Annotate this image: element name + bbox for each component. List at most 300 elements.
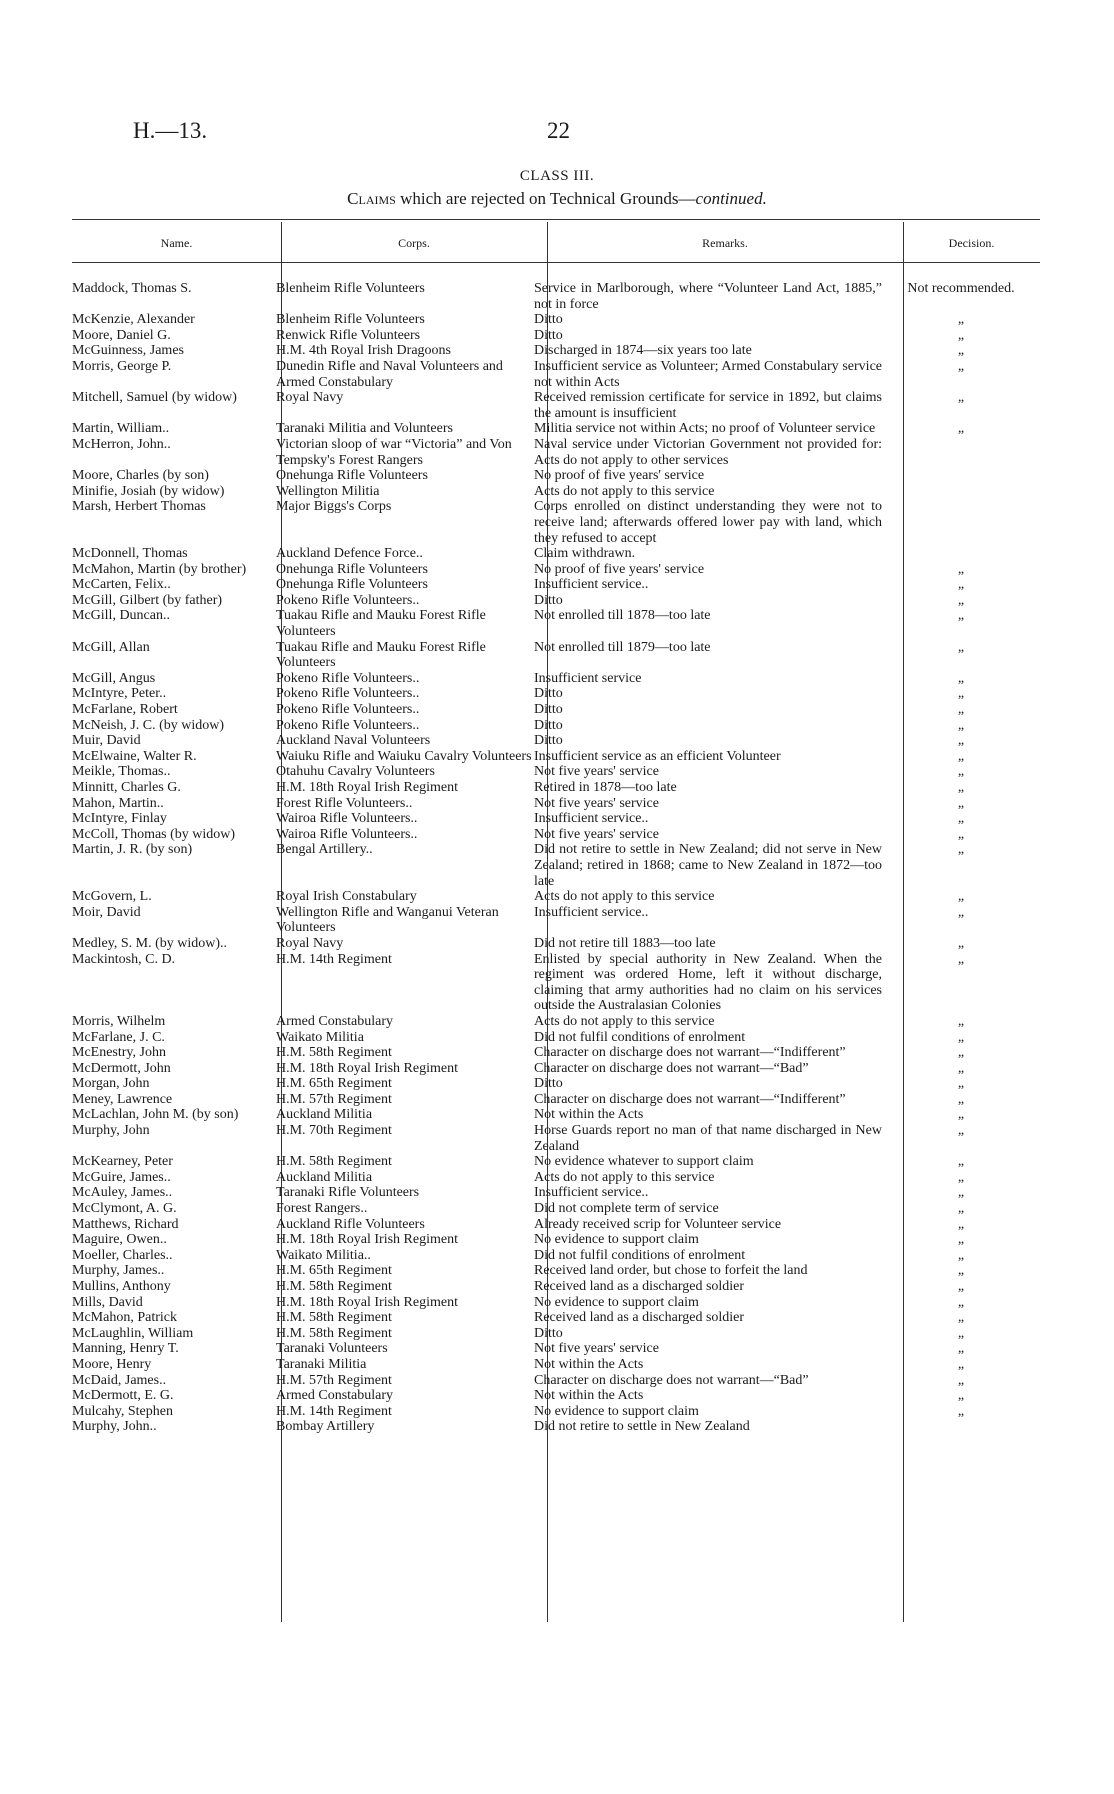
row-corps: Waikato Militia.. <box>276 1247 371 1263</box>
row-corps: H.M. 58th Regiment <box>276 1045 392 1061</box>
row-name: Minifie, Josiah (by widow) <box>72 483 225 499</box>
table-row <box>72 702 1040 718</box>
row-decision: „ <box>957 561 965 577</box>
claims-table <box>72 281 1040 1435</box>
row-remarks: Ditto <box>534 702 563 718</box>
row-corps: Auckland Defence Force.. <box>276 546 423 562</box>
row-name: McAuley, James.. <box>72 1185 173 1201</box>
row-remarks: Insufficient service.. <box>534 577 649 593</box>
page-number: 22 <box>547 118 570 143</box>
row-name: Moore, Daniel G. <box>72 327 171 343</box>
row-name: McKenzie, Alexander <box>72 312 195 328</box>
table-row <box>72 889 1040 905</box>
table-row <box>72 1217 1040 1233</box>
row-name: McGill, Allan <box>72 639 150 655</box>
row-name: Muir, David <box>72 733 141 749</box>
row-remarks: No evidence to support claim <box>534 1403 699 1419</box>
row-name: Mulcahy, Stephen <box>72 1403 173 1419</box>
table-row <box>72 608 1040 639</box>
row-corps: H.M. 18th Royal Irish Regiment <box>276 1232 458 1248</box>
row-corps: H.M. 18th Royal Irish Regiment <box>276 780 458 795</box>
row-decision <box>882 437 1040 468</box>
row-name: Meikle, Thomas.. <box>72 764 171 780</box>
row-remarks: Claim withdrawn. <box>534 546 636 562</box>
row-remarks: Acts do not apply to this service <box>534 889 715 905</box>
table-row <box>72 1263 1040 1279</box>
row-name: McGuinness, James <box>72 343 184 359</box>
row-name: Minnitt, Charles G. <box>72 780 181 795</box>
table-row <box>72 936 1040 952</box>
row-corps: Waiuku Rifle and Waiuku Cavalry Volunteers <box>276 748 532 764</box>
row-corps: Forest Rangers.. <box>276 1201 368 1217</box>
row-corps: Taranaki Rifle Volunteers <box>276 1185 420 1201</box>
row-name: Murphy, James.. <box>72 1263 165 1279</box>
row-corps: Taranaki Volunteers <box>276 1341 388 1357</box>
row-remarks: Not five years' service <box>534 826 659 842</box>
row-decision: „ <box>957 608 965 624</box>
row-corps: H.M. 4th Royal Irish Dragoons <box>276 343 451 359</box>
column-header-remarks: Remarks. <box>702 236 748 250</box>
row-name: McGill, Duncan.. <box>72 608 170 624</box>
row-decision: Not recommended. <box>907 281 1015 296</box>
row-name: Moeller, Charles.. <box>72 1247 173 1263</box>
row-remarks: Acts do not apply to this service <box>534 1169 715 1185</box>
row-decision: „ <box>957 1372 965 1388</box>
row-corps: Forest Rifle Volunteers.. <box>276 795 413 811</box>
row-remarks: Not five years' service <box>534 1341 659 1357</box>
row-name: McIntyre, Peter.. <box>72 686 167 702</box>
table-row <box>72 1388 1040 1404</box>
row-name: McClymont, A. G. <box>72 1201 177 1217</box>
row-decision: „ <box>957 1029 965 1045</box>
row-name: McIntyre, Finlay <box>72 811 167 827</box>
row-name: McMahon, Patrick <box>72 1310 177 1326</box>
row-decision: „ <box>957 686 965 702</box>
column-header-name: Name. <box>160 236 193 250</box>
row-remarks: Ditto <box>534 717 563 733</box>
table-caption <box>0 189 1114 209</box>
row-decision: „ <box>957 312 965 328</box>
row-corps: H.M. 14th Regiment <box>276 951 392 967</box>
row-remarks: Not enrolled till 1879—too late <box>534 639 711 655</box>
row-name: Morris, Wilhelm <box>72 1013 166 1029</box>
row-decision: „ <box>957 390 965 406</box>
row-remarks: No proof of five years' service <box>534 561 705 577</box>
row-corps: H.M. 58th Regiment <box>276 1325 392 1341</box>
row-decision: „ <box>957 577 965 593</box>
table-row <box>72 1373 1040 1389</box>
row-decision: „ <box>957 748 965 764</box>
row-corps: Taranaki Militia <box>276 1356 367 1372</box>
table-row <box>72 1357 1040 1373</box>
row-remarks: Ditto <box>534 733 563 749</box>
row-corps: Royal Irish Constabulary <box>276 889 417 905</box>
row-name: McElwaine, Walter R. <box>72 748 197 764</box>
table-row <box>72 1310 1040 1326</box>
table-row <box>72 1404 1040 1420</box>
row-remarks: Ditto <box>534 312 563 328</box>
row-remarks: No evidence to support claim <box>534 1232 699 1248</box>
table-row <box>72 1248 1040 1264</box>
row-decision: „ <box>957 639 965 655</box>
row-remarks: Not five years' service <box>534 795 659 811</box>
row-decision: „ <box>957 1013 965 1029</box>
row-name: Maguire, Owen.. <box>72 1232 167 1248</box>
header-ref: H.—13. <box>133 118 208 143</box>
table-row <box>72 1170 1040 1186</box>
row-name: Meney, Lawrence <box>72 1091 173 1107</box>
row-decision: „ <box>957 343 965 359</box>
row-remarks: Did not retire till 1883—too late <box>534 935 716 951</box>
row-remarks: Ditto <box>534 327 563 343</box>
row-remarks: Character on discharge does not warrant—“Indifferent” <box>534 1045 846 1061</box>
row-corps: Royal Navy <box>276 935 344 951</box>
row-name: Mahon, Martin.. <box>72 795 164 811</box>
row-remarks: Insufficient service.. <box>534 811 649 827</box>
row-remarks: Did not fulfil conditions of enrolment <box>534 1029 746 1045</box>
row-corps: Blenheim Rifle Volunteers <box>276 312 425 328</box>
row-decision: „ <box>957 764 965 780</box>
row-remarks: Insufficient service as an efficient Volunteer <box>534 748 781 764</box>
row-remarks: Not five years' service <box>534 764 659 780</box>
row-name: McGuire, James.. <box>72 1169 171 1185</box>
row-decision: „ <box>957 842 965 858</box>
row-remarks: Ditto <box>534 592 563 608</box>
row-decision <box>882 546 1040 562</box>
table-row <box>72 421 1040 437</box>
row-name: Mills, David <box>72 1294 143 1310</box>
row-decision: „ <box>957 1403 965 1419</box>
row-decision: „ <box>957 1076 965 1092</box>
row-decision: „ <box>957 421 965 437</box>
row-name: McDermott, E. G. <box>72 1388 174 1404</box>
row-name: Matthews, Richard <box>72 1216 179 1232</box>
caption-continued: continued. <box>695 189 767 208</box>
row-decision: „ <box>957 358 965 374</box>
row-decision <box>882 468 1040 484</box>
row-corps: Pokeno Rifle Volunteers.. <box>276 670 420 686</box>
row-corps: Wairoa Rifle Volunteers.. <box>276 811 418 827</box>
row-name: Murphy, John <box>72 1123 150 1139</box>
row-name: McMahon, Martin (by brother) <box>72 561 247 577</box>
row-corps: Wellington Rifle and Wanganui Veteran Volunteers <box>276 904 499 936</box>
table-row <box>72 343 1040 359</box>
caption-main: which are rejected on Technical Grounds— <box>395 189 696 208</box>
table-row <box>72 1154 1040 1170</box>
row-decision: „ <box>957 1232 965 1248</box>
row-decision: „ <box>957 1341 965 1357</box>
table-row <box>72 796 1040 812</box>
table-row <box>72 811 1040 827</box>
table-row <box>72 749 1040 765</box>
table-row <box>72 1045 1040 1061</box>
row-corps: Pokeno Rifle Volunteers.. <box>276 686 420 702</box>
table-row <box>72 1295 1040 1311</box>
row-decision: „ <box>957 1310 965 1326</box>
row-remarks: Already received scrip for Volunteer service <box>534 1216 782 1232</box>
class-title: CLASS III. <box>519 168 595 184</box>
table-row <box>72 827 1040 843</box>
table-row <box>72 1201 1040 1217</box>
table-row <box>72 546 1040 562</box>
row-decision <box>882 484 1040 500</box>
row-remarks: Not within the Acts <box>534 1388 644 1404</box>
table-row <box>72 484 1040 500</box>
row-corps: Pokeno Rifle Volunteers.. <box>276 592 420 608</box>
row-name: Moore, Charles (by son) <box>72 468 209 484</box>
row-name: McHerron, John.. <box>72 436 171 452</box>
row-corps: Onehunga Rifle Volunteers <box>276 577 428 593</box>
row-decision: „ <box>957 1045 965 1061</box>
row-name: McCarten, Felix.. <box>72 577 171 593</box>
row-decision: „ <box>957 1356 965 1372</box>
row-remarks: Did not retire to settle in New Zealand; did not serve in New Zealand; retired in 1868; came to New Zealand in 1872—too late <box>534 842 882 889</box>
table-row <box>72 468 1040 484</box>
row-remarks: Discharged in 1874—six years too late <box>534 343 752 359</box>
row-remarks: Character on discharge does not warrant—“Indifferent” <box>534 1091 846 1107</box>
row-remarks: Received land order, but chose to forfeit the land <box>534 1263 808 1279</box>
row-remarks: Acts do not apply to this service <box>534 1013 715 1029</box>
table-row <box>72 733 1040 749</box>
row-decision <box>882 1419 1040 1435</box>
table-row <box>72 593 1040 609</box>
table-row <box>72 640 1040 671</box>
table-row <box>72 842 1040 889</box>
row-decision: „ <box>957 717 965 733</box>
row-corps: Otahuhu Cavalry Volunteers <box>276 764 435 780</box>
row-remarks: Received land as a discharged soldier <box>534 1310 745 1326</box>
row-decision: „ <box>957 935 965 951</box>
column-header-decision: Decision. <box>948 236 995 250</box>
table-top-rule <box>72 219 1040 220</box>
row-name: McFarlane, J. C. <box>72 1029 165 1045</box>
row-corps: H.M. 58th Regiment <box>276 1310 392 1326</box>
table-row <box>72 437 1040 468</box>
row-remarks: Ditto <box>534 1325 563 1341</box>
row-name: Martin, William.. <box>72 421 170 437</box>
table-row <box>72 499 1040 546</box>
row-corps: Bombay Artillery <box>276 1419 375 1435</box>
row-name: Morris, George P. <box>72 358 172 374</box>
row-remarks: Ditto <box>534 1076 563 1092</box>
table-row <box>72 1419 1040 1435</box>
row-remarks: Acts do not apply to this service <box>534 483 715 499</box>
table-row <box>72 328 1040 344</box>
row-remarks: Did not retire to settle in New Zealand <box>534 1419 750 1435</box>
table-row <box>72 281 1040 312</box>
row-name: Morgan, John <box>72 1076 150 1092</box>
row-name: McFarlane, Robert <box>72 702 178 718</box>
table-row <box>72 562 1040 578</box>
row-name: Mitchell, Samuel (by widow) <box>72 390 237 406</box>
row-remarks: Did not complete term of service <box>534 1201 719 1217</box>
row-decision: „ <box>957 1294 965 1310</box>
row-remarks: Insufficient service.. <box>534 1185 649 1201</box>
row-decision: „ <box>957 780 965 795</box>
row-decision: „ <box>957 1216 965 1232</box>
row-name: Marsh, Herbert Thomas <box>72 499 206 515</box>
row-decision: „ <box>957 826 965 842</box>
row-remarks: No proof of five years' service <box>534 468 705 484</box>
row-remarks: No evidence to support claim <box>534 1294 699 1310</box>
row-name: McEnestry, John <box>72 1045 166 1061</box>
row-decision: „ <box>957 1060 965 1076</box>
row-remarks: Character on discharge does not warrant—“Bad” <box>534 1372 809 1388</box>
caption-lead: Claims <box>347 189 396 208</box>
row-remarks: Insufficient service <box>534 670 642 686</box>
row-corps: H.M. 65th Regiment <box>276 1263 392 1279</box>
row-name: Moir, David <box>72 904 141 920</box>
table-row <box>72 390 1040 421</box>
row-decision: „ <box>957 1201 965 1217</box>
row-decision: „ <box>957 1263 965 1279</box>
row-remarks: Insufficient service.. <box>534 904 649 920</box>
row-corps: H.M. 18th Royal Irish Regiment <box>276 1060 458 1076</box>
row-corps: Pokeno Rifle Volunteers.. <box>276 702 420 718</box>
row-name: McGill, Angus <box>72 670 156 686</box>
row-corps: Royal Navy <box>276 390 344 406</box>
row-remarks: Service in Marlborough, where “Volunteer Land Act, 1885,” not in force <box>534 281 882 312</box>
row-decision: „ <box>957 733 965 749</box>
row-decision: „ <box>957 1325 965 1341</box>
row-remarks: Received remission certificate for service in 1892, but claims the amount is insufficient <box>534 390 882 421</box>
table-row <box>72 905 1040 936</box>
row-decision: „ <box>957 702 965 718</box>
row-corps: H.M. 65th Regiment <box>276 1076 392 1092</box>
table-row <box>72 1185 1040 1201</box>
row-remarks: Insufficient service as Volunteer; Armed Constabulary service not within Acts <box>534 358 882 390</box>
row-corps: Pokeno Rifle Volunteers.. <box>276 717 420 733</box>
table-row <box>72 1341 1040 1357</box>
table-row <box>72 359 1040 390</box>
claims-table-body <box>72 281 1040 1435</box>
row-decision: „ <box>957 811 965 827</box>
row-corps: Armed Constabulary <box>276 1388 394 1404</box>
row-corps: Bengal Artillery.. <box>276 842 373 858</box>
row-remarks: Received land as a discharged soldier <box>534 1279 745 1294</box>
table-row <box>72 312 1040 328</box>
row-decision: „ <box>957 1154 965 1170</box>
row-decision: „ <box>957 327 965 343</box>
row-remarks: Horse Guards report no man of that name discharged in New Zealand <box>534 1123 882 1154</box>
row-corps: H.M. 58th Regiment <box>276 1154 392 1170</box>
row-corps: H.M. 57th Regiment <box>276 1091 392 1107</box>
row-remarks: Not within the Acts <box>534 1356 644 1372</box>
table-row <box>72 1326 1040 1342</box>
row-corps: H.M. 14th Regiment <box>276 1403 392 1419</box>
row-name: McLaughlin, William <box>72 1325 194 1341</box>
row-name: McGill, Gilbert (by father) <box>72 592 223 608</box>
row-remarks: Character on discharge does not warrant—“Bad” <box>534 1060 809 1076</box>
row-corps: H.M. 18th Royal Irish Regiment <box>276 1294 458 1310</box>
table-row <box>72 718 1040 734</box>
row-decision: „ <box>957 889 965 905</box>
table-row <box>72 686 1040 702</box>
row-corps: Armed Constabulary <box>276 1013 394 1029</box>
row-name: Mullins, Anthony <box>72 1279 171 1294</box>
row-name: Medley, S. M. (by widow).. <box>72 935 228 951</box>
row-name: McDonnell, Thomas <box>72 546 188 562</box>
table-row <box>72 1030 1040 1046</box>
row-corps: Dunedin Rifle and Naval Volunteers and Armed Constabulary <box>276 358 503 390</box>
row-corps: H.M. 70th Regiment <box>276 1123 392 1139</box>
row-corps: Auckland Naval Volunteers <box>276 733 431 749</box>
row-corps: Auckland Militia <box>276 1107 373 1123</box>
table-row <box>72 1232 1040 1248</box>
row-name: Manning, Henry T. <box>72 1341 179 1357</box>
table-row <box>72 764 1040 780</box>
row-corps: H.M. 58th Regiment <box>276 1279 392 1294</box>
table-row <box>72 1123 1040 1154</box>
row-corps: Auckland Rifle Volunteers <box>276 1216 425 1232</box>
table-row <box>72 1279 1040 1295</box>
table-row <box>72 1061 1040 1077</box>
table-row <box>72 671 1040 687</box>
row-name: Maddock, Thomas S. <box>72 281 192 296</box>
row-corps: Auckland Militia <box>276 1169 373 1185</box>
row-decision: „ <box>957 1388 965 1404</box>
row-remarks: Ditto <box>534 686 563 702</box>
table-row <box>72 1076 1040 1092</box>
row-remarks: Enlisted by special authority in New Zealand. When the regiment was ordered Home, left it without discharge, claiming that army authorities had no claim on his services outside the Australasian Colonies <box>534 951 882 1014</box>
row-corps: Renwick Rifle Volunteers <box>276 327 421 343</box>
row-name: McDaid, James.. <box>72 1372 167 1388</box>
table-row <box>72 577 1040 593</box>
row-decision: „ <box>957 1279 965 1294</box>
row-corps: Victorian sloop of war “Victoria” and Von Tempsky's Forest Rangers <box>276 436 512 468</box>
row-remarks: Not enrolled till 1878—too late <box>534 608 711 624</box>
row-decision: „ <box>957 904 965 920</box>
row-corps: Major Biggs's Corps <box>276 499 392 515</box>
row-decision: „ <box>957 1169 965 1185</box>
column-header-corps: Corps. <box>398 236 430 250</box>
header-bottom-rule <box>72 262 1040 263</box>
row-remarks: Corps enrolled on distinct understanding they were not to receive land; afterwards offered lower pay with land, which they refused to accept <box>534 499 882 546</box>
row-remarks: Militia service not within Acts; no proof of Volunteer service <box>534 421 876 437</box>
table-row <box>72 1014 1040 1030</box>
row-remarks: Retired in 1878—too late <box>534 780 677 795</box>
row-decision: „ <box>957 951 965 967</box>
row-remarks: Naval service under Victorian Government not provided for: Acts do not apply to other services <box>534 436 882 468</box>
row-name: McNeish, J. C. (by widow) <box>72 717 225 733</box>
row-remarks: No evidence whatever to support claim <box>534 1154 754 1170</box>
row-decision <box>882 499 1040 546</box>
row-decision: „ <box>957 795 965 811</box>
row-corps: Blenheim Rifle Volunteers <box>276 281 425 296</box>
row-decision: „ <box>957 1247 965 1263</box>
row-decision: „ <box>957 670 965 686</box>
row-name: McKearney, Peter <box>72 1154 173 1170</box>
row-decision: „ <box>957 1091 965 1107</box>
row-name: Mackintosh, C. D. <box>72 951 176 967</box>
row-name: McDermott, John <box>72 1060 171 1076</box>
row-remarks: Not within the Acts <box>534 1107 644 1123</box>
row-remarks: Did not fulfil conditions of enrolment <box>534 1247 746 1263</box>
row-decision: „ <box>957 1107 965 1123</box>
row-name: Martin, J. R. (by son) <box>72 842 193 858</box>
row-corps: Onehunga Rifle Volunteers <box>276 468 428 484</box>
table-row <box>72 952 1040 1014</box>
row-corps: Onehunga Rifle Volunteers <box>276 561 428 577</box>
row-name: McGovern, L. <box>72 889 152 905</box>
row-corps: Wairoa Rifle Volunteers.. <box>276 826 418 842</box>
row-decision: „ <box>957 1123 965 1139</box>
row-corps: Wellington Militia <box>276 483 380 499</box>
table-row <box>72 1107 1040 1123</box>
row-corps: Tuakau Rifle and Mauku Forest Rifle Volunteers <box>276 639 486 671</box>
row-name: Moore, Henry <box>72 1356 152 1372</box>
row-corps: Tuakau Rifle and Mauku Forest Rifle Volunteers <box>276 608 486 640</box>
